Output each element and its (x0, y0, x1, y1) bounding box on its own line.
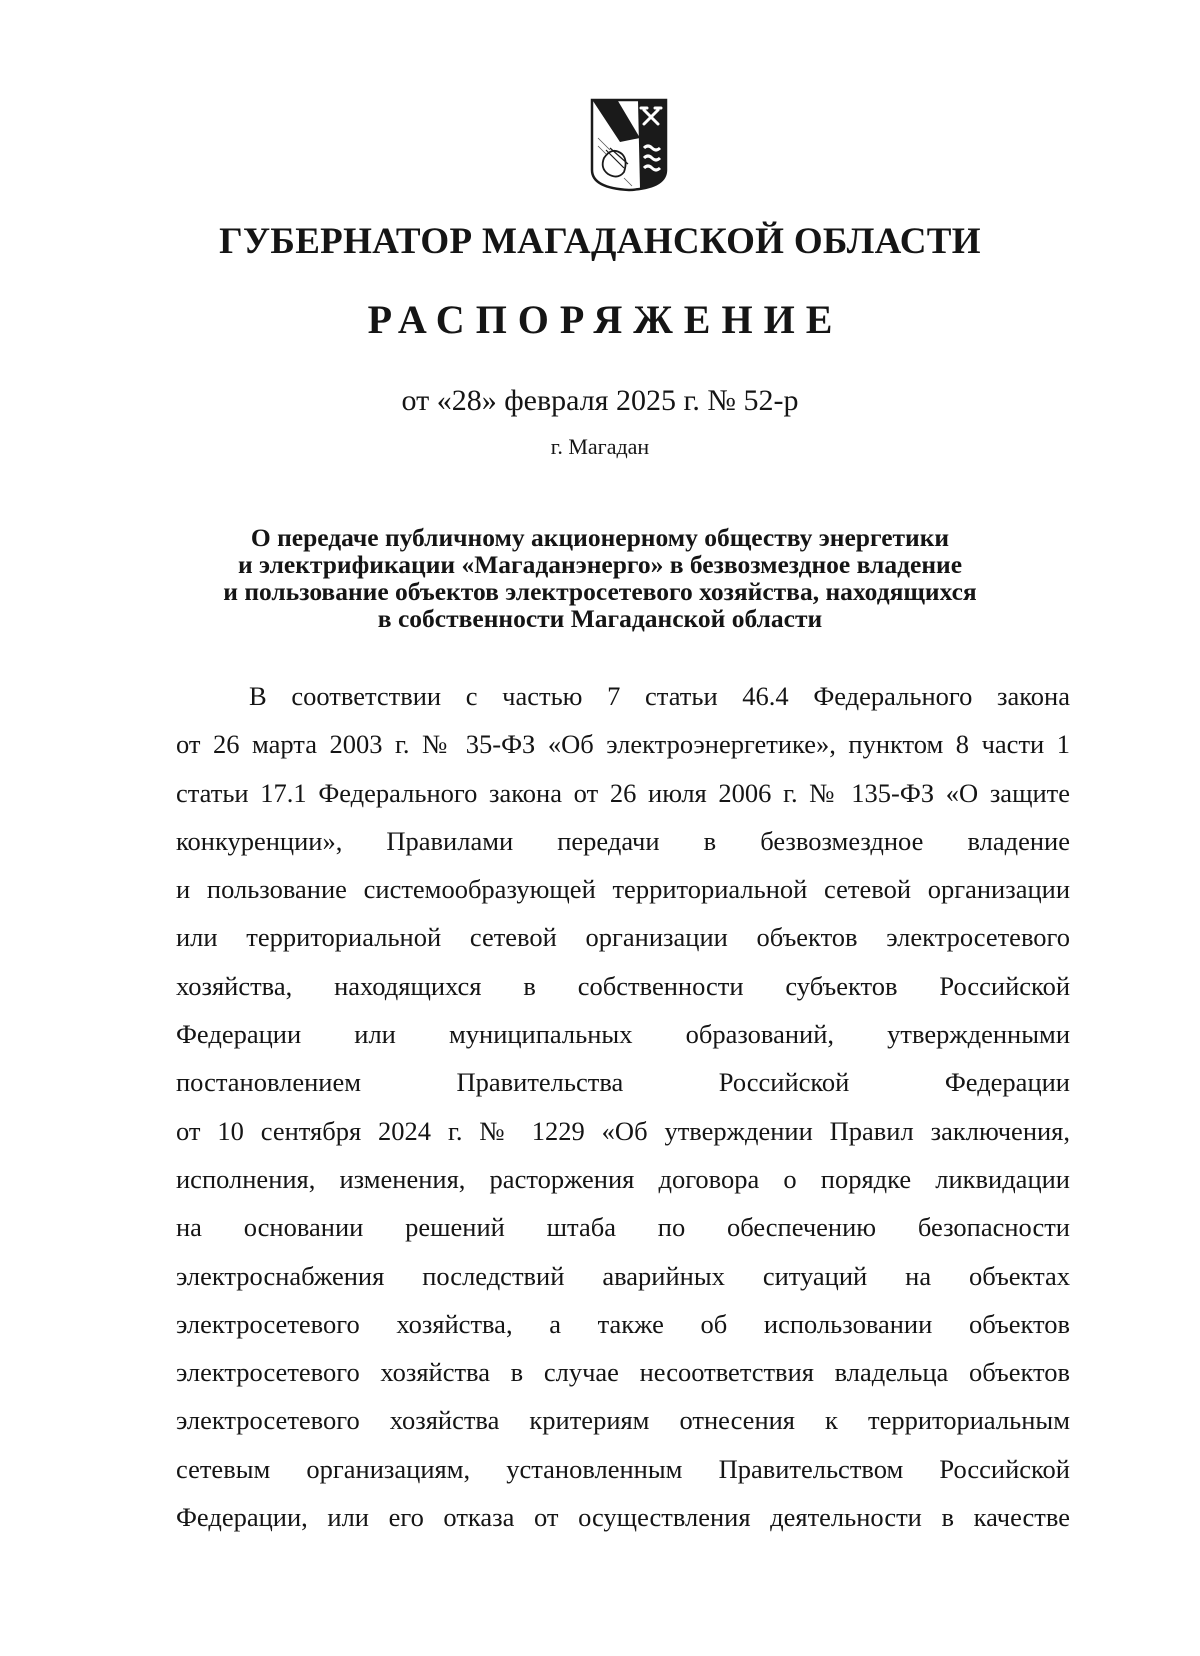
document-city: г. Магадан (550, 434, 650, 459)
document-type: РАСПОРЯЖЕНИЕ (367, 297, 844, 342)
body-line: электроснабжения последствий аварийных ситуаций на объектах (176, 1260, 1070, 1291)
document-body (176, 672, 1070, 1541)
issuing-authority: ГУБЕРНАТОР МАГАДАНСКОЙ ОБЛАСТИ (219, 221, 981, 262)
body-line: сетевым организациям, установленным Правительством Российской (176, 1453, 1070, 1484)
body-line: Федерации или муниципальных образований, утвержденными (176, 1019, 1070, 1050)
document-date-number: от «28» февраля 2025 г. № 52-р (401, 384, 799, 417)
subject-line: и пользование объектов электросетевого хозяйства, находящихся (223, 577, 977, 606)
document-subject (150, 524, 1050, 632)
body-line: статьи 17.1 Федерального закона от 26 июля 2006 г. № 135-ФЗ «О защите (176, 777, 1070, 808)
body-line: Федерации, или его отказа от осуществления деятельности в качестве (176, 1502, 1070, 1533)
coat-of-arms-icon (590, 98, 668, 192)
subject-line: в собственности Магаданской области (377, 604, 823, 633)
body-line: исполнения, изменения, расторжения договора о порядке ликвидации (176, 1163, 1070, 1194)
subject-line: и электрификации «Магаданэнерго» в безвозмездное владение (237, 550, 963, 579)
body-line: на основании решений штаба по обеспечению безопасности (176, 1212, 1070, 1243)
body-line: электросетевого хозяйства, а также об использовании объектов (176, 1308, 1070, 1339)
body-line: В соответствии с частью 7 статьи 46.4 Федерального закона (249, 681, 1070, 711)
body-line: постановлением Правительства Российской Федерации (176, 1067, 1070, 1098)
body-line: конкуренции», Правилами передачи в безвозмездное владение (176, 825, 1070, 856)
body-line: и пользование системообразующей территориальной сетевой организации (176, 874, 1070, 905)
body-line: электросетевого хозяйства в случае несоответствия владельца объектов (176, 1357, 1070, 1388)
body-line: хозяйства, находящихся в собственности субъектов Российской (176, 970, 1070, 1001)
body-line: от 10 сентября 2024 г. № 1229 «Об утверждении Правил заключения, (176, 1115, 1070, 1146)
body-line: от 26 марта 2003 г. № 35-ФЗ «Об электроэнергетике», пунктом 8 части 1 (176, 729, 1070, 760)
body-line: или территориальной сетевой организации объектов электросетевого (176, 922, 1070, 953)
subject-line: О передаче публичному акционерному обществу энергетики (250, 523, 950, 552)
body-line: электросетевого хозяйства критериям отнесения к территориальным (176, 1405, 1070, 1436)
